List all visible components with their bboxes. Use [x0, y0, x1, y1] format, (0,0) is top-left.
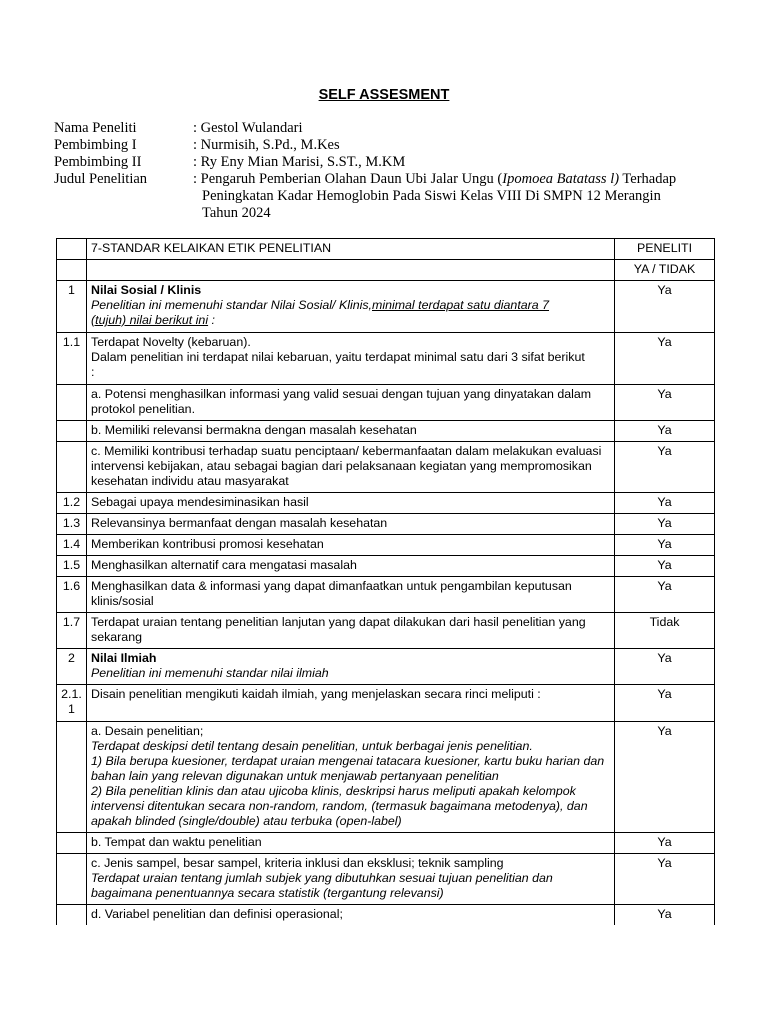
row-number	[57, 442, 87, 493]
row-text: a. Potensi menghasilkan informasi yang valid sesuai dengan tujuan yang dinyatakan dalam protokol penelitian.	[87, 385, 615, 421]
row-text: a. Desain penelitian; Terdapat deskipsi detil tentang desain penelitian, untuk berbagai jenis penelitian. 1) Bila berupa kuesioner, terdapat uraian mengenai tatacara kuesioner, kartu buku harian dan bahan lain yang relevan digunakan untuk menjawab pertanyaan penelitian 2) Bila penelitian klinis dan atau ujicoba klinis, deskripsi harus meliputi apakah kelompok intervensi ditentukan secara non-random, random, (termasuk bagaimana metodenya), dan apakah blinded (single/double) atau terbuka (open-label)	[87, 722, 615, 833]
research-title-row	[54, 171, 724, 222]
subheader-answer-cell: YA / TIDAK	[615, 260, 715, 281]
row-number	[57, 385, 87, 421]
subheader-num-cell	[57, 260, 87, 281]
researcher-row	[54, 120, 724, 137]
row-answer: Ya	[615, 685, 715, 722]
research-title-pre: : Pengaruh Pemberian Olahan Daun Ubi Jalar Ungu (	[193, 171, 503, 187]
table-row	[57, 722, 715, 833]
advisor1-value: : Nurmisih, S.Pd., M.Kes	[193, 137, 340, 153]
row-answer: Ya	[615, 281, 715, 333]
table-row	[57, 905, 715, 926]
document-title: SELF ASSESMENT	[318, 87, 450, 103]
row-number: 1.1	[57, 333, 87, 385]
table-row	[57, 421, 715, 442]
row-text: c. Jenis sampel, besar sampel, kriteria inklusi dan eksklusi; teknik sampling Terdapat uraian tentang jumlah subjek yang dibutuhkan sesuai tujuan penelitian dan bagaimana penentuannya secara statistik (tergantung relevansi)	[87, 854, 615, 905]
row-text: Terdapat Novelty (kebaruan). Dalam penelitian ini terdapat nilai kebaruan, yaitu terdapat minimal satu dari 3 sifat berikut :	[87, 333, 615, 385]
advisor2-value: : Ry Eny Mian Marisi, S.ST., M.KM	[193, 154, 406, 170]
row-answer: Ya	[615, 535, 715, 556]
row-number: 1.2	[57, 493, 87, 514]
row-answer: Ya	[615, 577, 715, 613]
research-title-line2: Peningkatan Kadar Hemoglobin Pada Siswi Kelas VIII Di SMPN 12 Merangin	[202, 188, 661, 204]
table-row	[57, 493, 715, 514]
row-number	[57, 833, 87, 854]
table-row	[57, 685, 715, 722]
section-title: Nilai Ilmiah	[91, 651, 157, 665]
row-number: 1.7	[57, 613, 87, 649]
row-text: Disain penelitian mengikuti kaidah ilmiah, yang menjelaskan secara rinci meliputi :	[87, 685, 615, 722]
row-number: 1.5	[57, 556, 87, 577]
table-row	[57, 514, 715, 535]
row-answer: Ya	[615, 833, 715, 854]
header-num-cell	[57, 239, 87, 260]
section-description: Penelitian ini memenuhi standar nilai ilmiah	[91, 666, 329, 680]
research-title-line3: Tahun 2024	[202, 205, 271, 221]
row-answer: Ya	[615, 905, 715, 926]
row-answer: Ya	[615, 854, 715, 905]
advisor1-label: Pembimbing I	[54, 137, 137, 153]
row-text: b. Memiliki relevansi bermakna dengan masalah kesehatan	[87, 421, 615, 442]
row-answer: Ya	[615, 649, 715, 685]
row-text	[87, 649, 615, 685]
row-number: 1.4	[57, 535, 87, 556]
research-title-post: Terhadap	[619, 171, 677, 187]
row-number	[57, 421, 87, 442]
header-researcher-cell: PENELITI	[615, 239, 715, 260]
row-text: d. Variabel penelitian dan definisi operasional;	[87, 905, 615, 926]
table-row	[57, 577, 715, 613]
table-row	[57, 854, 715, 905]
subheader-text-cell	[87, 260, 615, 281]
table-row	[57, 613, 715, 649]
row-text: Relevansinya bermanfaat dengan masalah kesehatan	[87, 514, 615, 535]
researcher-label: Nama Peneliti	[54, 120, 137, 136]
ethics-table	[56, 238, 715, 925]
section-description: Penelitian ini memenuhi standar Nilai Sosial/ Klinis,minimal terdapat satu diantara 7 (tujuh) nilai berikut ini :	[91, 298, 550, 327]
row-answer: Ya	[615, 722, 715, 833]
table-header-row	[57, 239, 715, 260]
table-row	[57, 281, 715, 333]
research-info	[54, 120, 724, 222]
row-text: c. Memiliki kontribusi terhadap suatu penciptaan/ kebermanfaatan dalam melakukan evaluasi intervensi kebijakan, atau sebagai bagian dari pelaksanaan kegiatan yang mempromosikan kesehatan individu atau masyarakat	[87, 442, 615, 493]
table-row	[57, 833, 715, 854]
row-number: 2	[57, 649, 87, 685]
advisor2-row	[54, 154, 724, 171]
row-text: b. Tempat dan waktu penelitian	[87, 833, 615, 854]
row-text: Menghasilkan alternatif cara mengatasi masalah	[87, 556, 615, 577]
row-answer: Ya	[615, 493, 715, 514]
row-text: Sebagai upaya mendesiminasikan hasil	[87, 493, 615, 514]
row-answer: Ya	[615, 514, 715, 535]
row-number	[57, 854, 87, 905]
table-row	[57, 535, 715, 556]
row-answer: Ya	[615, 421, 715, 442]
table-row	[57, 442, 715, 493]
row-answer: Ya	[615, 385, 715, 421]
header-title-cell: 7-STANDAR KELAIKAN ETIK PENELITIAN	[87, 239, 615, 260]
row-answer: Ya	[615, 556, 715, 577]
advisor2-label: Pembimbing II	[54, 154, 142, 170]
row-text: Menghasilkan data & informasi yang dapat dimanfaatkan untuk pengambilan keputusan klinis/sosial	[87, 577, 615, 613]
row-text: Terdapat uraian tentang penelitian lanjutan yang dapat dilakukan dari hasil penelitian yang sekarang	[87, 613, 615, 649]
row-number: 1.6	[57, 577, 87, 613]
section-title: Nilai Sosial / Klinis	[91, 283, 202, 297]
research-title-latin: Ipomoea Batatass l)	[502, 171, 620, 187]
table-row	[57, 649, 715, 685]
research-title-label: Judul Penelitian	[54, 171, 148, 187]
table-row	[57, 385, 715, 421]
row-number: 2.1. 1	[57, 685, 87, 722]
advisor1-row	[54, 137, 724, 154]
row-number	[57, 905, 87, 926]
row-answer: Tidak	[615, 613, 715, 649]
row-number	[57, 722, 87, 833]
research-title-value	[193, 171, 724, 222]
table-subheader-row	[57, 260, 715, 281]
row-answer: Ya	[615, 333, 715, 385]
row-text: Memberikan kontribusi promosi kesehatan	[87, 535, 615, 556]
row-answer: Ya	[615, 442, 715, 493]
table-row	[57, 333, 715, 385]
row-number: 1	[57, 281, 87, 333]
row-text	[87, 281, 615, 333]
researcher-value: : Gestol Wulandari	[193, 120, 303, 136]
table-row	[57, 556, 715, 577]
row-number: 1.3	[57, 514, 87, 535]
